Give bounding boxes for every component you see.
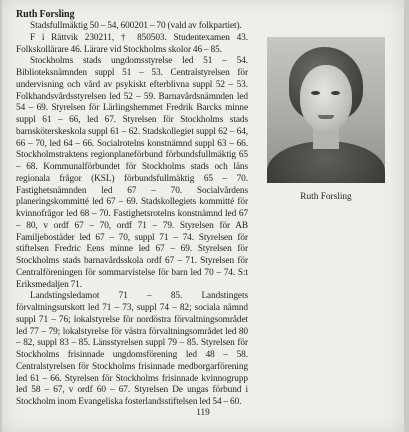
paragraph-birth-education: F i Rättvik 230211, † 850503. Studentexamen 43. Folkskollärare 46. Lärare vid Stockholms skolor 46 – 85. bbox=[16, 32, 248, 55]
paragraph-county-assignments: Landstingsledamot 71 – 85. Landstingets förvaltningsutskott led 71 – 73, suppl 74 – 82; sociala nämnd suppl 71 – 76; lokalstyrelse för nordöstra förvaltningsområdet led 77 – 79; lokalstyrelse för västra förvaltningsområdet led 80 – 82, suppl 83 – 85. Länsstyrelsen suppl 79 – 85. Styrelsen för Stockholms frisinnade ungdomsförening led 48 – 58. Centralstyrelsen för Stockholms frisinnade medborgarförening led 61 – 66. Styrelsen för Stockholms frisinnade kvinnogrupp led 58 – 67, v ordf 60 – 67. Styrelsen De ungas förbund i Stockholm inom Evangeliska fosterlandsstiftelsen led 54 – 60. bbox=[16, 291, 248, 407]
biography-text bbox=[16, 9, 248, 409]
photo-caption: Ruth Forsling bbox=[300, 192, 352, 202]
book-page bbox=[2, 0, 404, 432]
paragraph-city-assignments: Stockholms stads ungdomsstyrelse led 51 – 54. Biblioteksnämnden suppl 51 – 53. Centralstyrelsen för undervisning och vård av psykiskt efterblivna suppl 52 – 53. Folkhandsvårdsstyrelsen led 52 – 59. Barnavårdsnämnden led 54 – 69. Styrelsen för Lärlingshemmet Fredrik Barcks minne suppl 61 – 66, led 67. Styrelsen för Stockholms stads barnsköterskeskola suppl 61 – 62. Stadskollegiet suppl 62 – 64, 66 – 70, led 64 – 66. Socialrotelns konstnämnd suppl 63 – 66. Stockholmstraktens regionplaneförbund förbundsfullmäktig 65 – 68. Kommunalförbundet för Stockholms stads och läns regionala frågor (KSL) förbundsfullmäktig 65 – 70. Fastighetsnämnden led 67 – 70. Socialvårdens planeringskommitté led 67 – 69. Stadskollegiets kommitté för kvinnofrågor led 68 – 70. Fastighetsrotelns konstnämnd led 67 – 80, v ordf 67 – 70, ordf 71 – 79. Styrelsen för AB Familjebostäder led 67 – 70, suppl 71 – 74. Styrelsen för stiftelsen Fredric Eens minne led 67 – 69. Styrelsen för Stockholms stads barnavårdsskola ordf 67 – 71. Styrelsen för Centralföreningen för sommarvistelse för barn led 70 – 74. S:t Eriksmedaljen 71. bbox=[16, 56, 248, 290]
entry-name: Ruth Forsling bbox=[16, 9, 75, 20]
paragraph-council: Stadsfullmäktig 50 – 54, 600201 – 70 (vald av folkpartiet). bbox=[30, 21, 242, 31]
page-number: 119 bbox=[196, 408, 210, 418]
portrait-photo bbox=[267, 37, 385, 183]
